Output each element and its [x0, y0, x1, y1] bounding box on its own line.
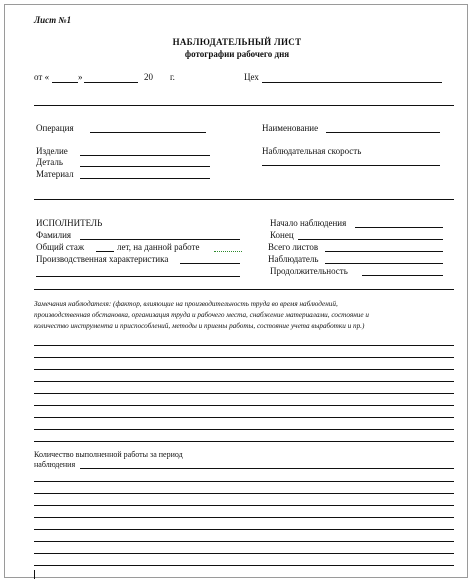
date-day-blank[interactable]	[52, 82, 78, 83]
section-divider-1	[34, 105, 454, 106]
notes-line[interactable]	[34, 357, 454, 358]
years-label: лет, на данной работе	[117, 242, 200, 252]
characteristic-blank-2[interactable]	[36, 276, 240, 277]
notes-line-3: количество инструмента и приспособлений, методы и приемы работы, состояние учета выработки и пр.)	[34, 322, 365, 330]
operation-label: Операция	[36, 123, 74, 133]
observer-label: Наблюдатель	[268, 254, 319, 264]
notes-line[interactable]	[34, 441, 454, 442]
work-line[interactable]	[34, 553, 454, 554]
notes-line[interactable]	[34, 393, 454, 394]
year-prefix: 20	[144, 72, 153, 82]
work-line[interactable]	[34, 505, 454, 506]
work-line[interactable]	[34, 541, 454, 542]
duration-label: Продолжительность	[270, 266, 348, 276]
end-label: Конец	[270, 230, 294, 240]
date-prefix: от «	[34, 72, 50, 82]
shop-label: Цех	[244, 72, 259, 82]
characteristic-blank[interactable]	[180, 263, 240, 264]
work-line[interactable]	[34, 517, 454, 518]
notes-line[interactable]	[34, 429, 454, 430]
date-month-blank[interactable]	[84, 82, 138, 83]
detail-blank[interactable]	[80, 166, 210, 167]
speed-blank[interactable]	[262, 165, 440, 166]
work-line-1: Количество выполненной работы за период	[34, 450, 183, 459]
section-divider-3	[34, 289, 454, 290]
work-line[interactable]	[34, 493, 454, 494]
notes-line-1: Замечания наблюдателя: (фактор, влияющие на производительность труда во время наблюдений,	[34, 300, 338, 308]
notes-line[interactable]	[34, 405, 454, 406]
current-exp-blank[interactable]	[214, 251, 242, 252]
work-line[interactable]	[34, 565, 454, 566]
total-sheets-blank[interactable]	[325, 251, 443, 252]
sheet-label: Лист №1	[34, 15, 72, 25]
operation-blank[interactable]	[90, 132, 206, 133]
observer-blank[interactable]	[325, 263, 443, 264]
notes-line-2: производственная обстановка, организация труда и рабочего места, снабжение материалами, состояние и	[34, 311, 369, 319]
work-line[interactable]	[34, 529, 454, 530]
name-blank[interactable]	[326, 132, 440, 133]
start-label: Начало наблюдения	[270, 218, 347, 228]
notes-line[interactable]	[34, 417, 454, 418]
notes-line[interactable]	[34, 345, 454, 346]
year-suffix: г.	[170, 72, 175, 82]
shop-blank[interactable]	[262, 82, 442, 83]
surname-label: Фамилия	[36, 230, 72, 240]
document-subtitle: фотографии рабочего дня	[184, 49, 290, 59]
start-blank[interactable]	[355, 227, 443, 228]
notes-line[interactable]	[34, 369, 454, 370]
work-blank[interactable]	[80, 468, 454, 469]
executor-heading: ИСПОЛНИТЕЛЬ	[36, 218, 103, 228]
work-line[interactable]	[34, 481, 454, 482]
duration-blank[interactable]	[362, 275, 443, 276]
general-exp-label: Общий стаж	[36, 242, 85, 252]
notes-line[interactable]	[34, 381, 454, 382]
surname-blank[interactable]	[80, 239, 240, 240]
total-sheets-label: Всего листов	[268, 242, 319, 252]
margin-tick	[34, 570, 35, 579]
section-divider-2	[34, 199, 454, 200]
page-border	[4, 4, 468, 578]
speed-label: Наблюдательная скорость	[262, 146, 362, 156]
date-mid: »	[78, 72, 83, 82]
item-blank[interactable]	[80, 155, 210, 156]
material-blank[interactable]	[80, 178, 210, 179]
detail-label: Деталь	[36, 157, 63, 167]
end-blank[interactable]	[298, 239, 443, 240]
characteristic-label: Производственная характеристика	[36, 254, 169, 264]
work-line-2: наблюдения	[34, 460, 76, 469]
item-label: Изделие	[36, 146, 68, 156]
name-label: Наименование	[262, 123, 319, 133]
general-exp-blank[interactable]	[96, 251, 114, 252]
document-title: НАБЛЮДАТЕЛЬНЫЙ ЛИСТ	[172, 37, 302, 47]
material-label: Материал	[36, 169, 74, 179]
